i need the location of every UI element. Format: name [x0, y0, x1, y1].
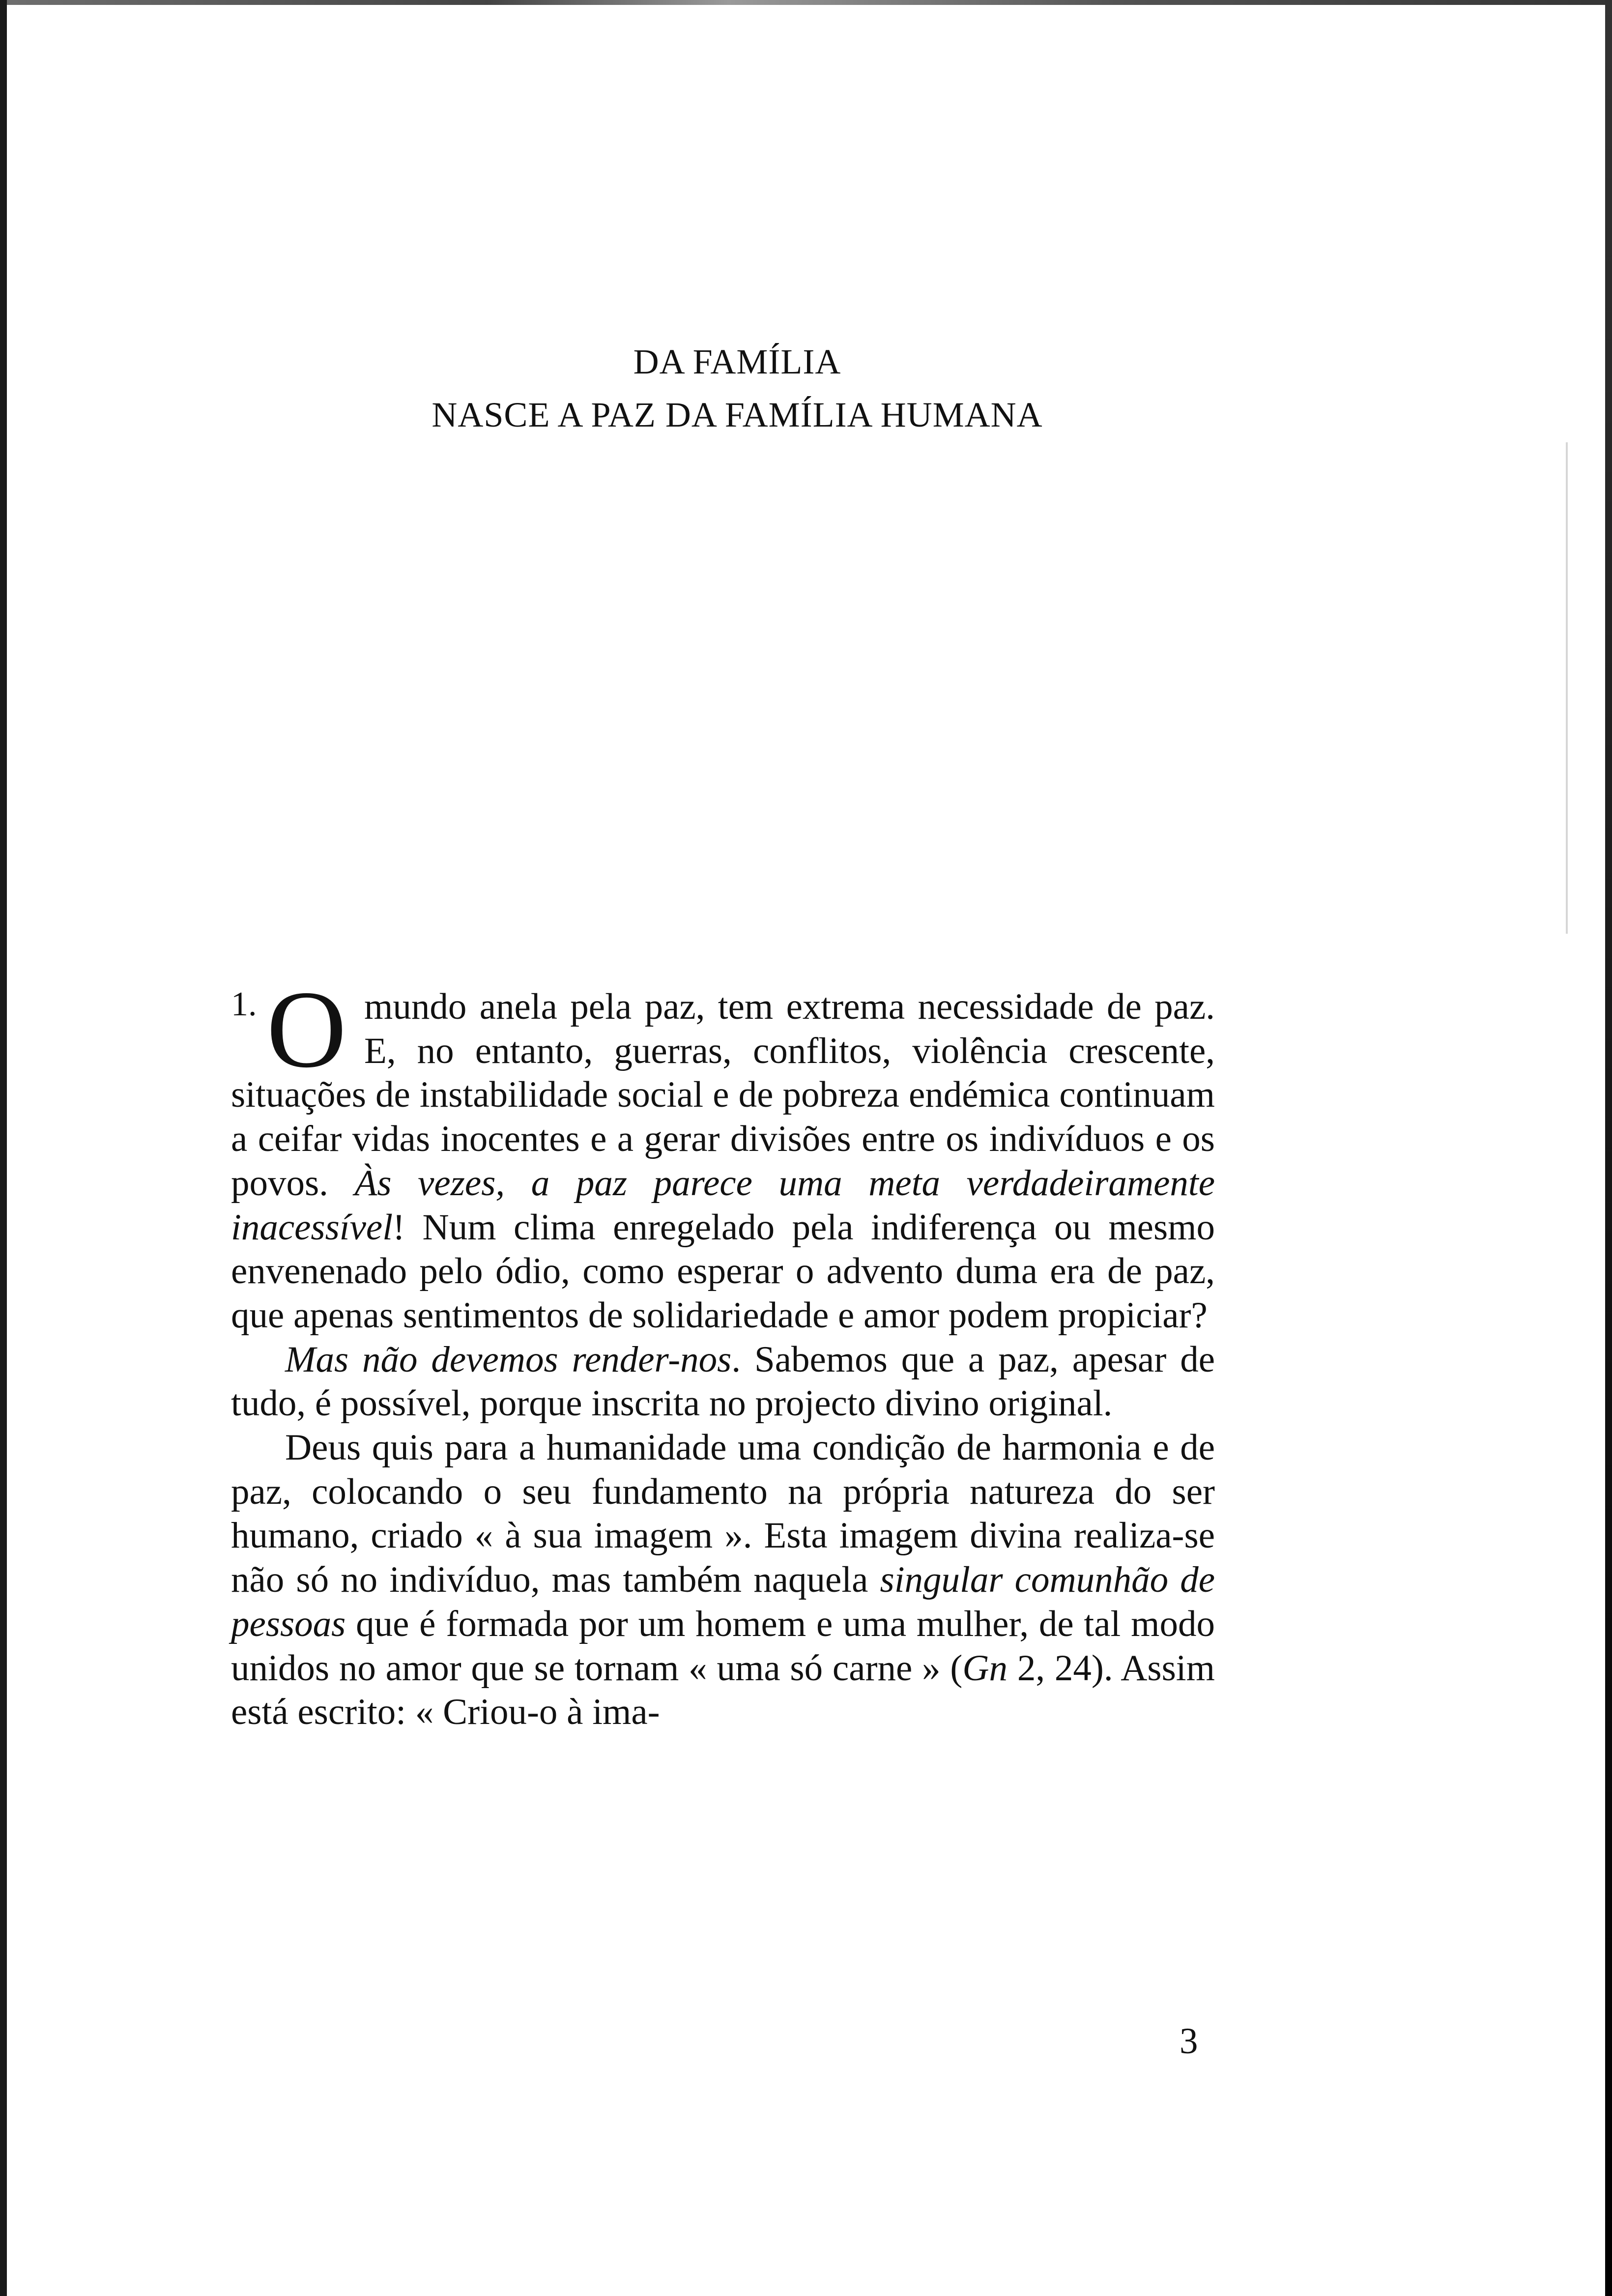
paragraph-1-text: mundo anela pela paz, tem extrema necessidade de paz. E, no entanto, guerras, conflitos, violência crescente, situações de instabilidade social e de pobreza endémica continuam a ceifar vidas inocentes e a gerar divisões entre os indivíduos e os povos. — [231, 986, 1215, 1204]
paragraph-3-part-1: Deus quis para a humanidade uma condição de harmonia e de paz, colocando o seu fundamento na própria natureza do ser humano, criado « à sua imagem ». Esta imagem divina realiza-se não só no indivíduo, mas também naquela — [231, 1427, 1215, 1601]
page-number: 3 — [1180, 2021, 1198, 2062]
paragraph-1-italic: Às vezes, a paz parece uma meta verdadeiramente inacessível — [231, 1162, 1215, 1248]
paragraph-3-italic-2: Gn — [962, 1647, 1008, 1689]
title-line-1: DA FAMÍLIA — [633, 342, 841, 381]
scan-edge-right — [1605, 0, 1612, 2296]
body-text — [231, 968, 1215, 1734]
paragraph-3-italic-1: singular comunhão de pessoas — [231, 1559, 1215, 1644]
paragraph-1-rest: ! Num clima enregelado pela indiferença ou mesmo envenenado pelo ódio, como esperar o advento duma era de paz, que apenas sentimentos de solidariedade e amor podem propiciar? — [231, 1206, 1215, 1336]
scan-edge-line — [1566, 442, 1568, 934]
paragraph-3 — [231, 1426, 1215, 1734]
paragraph-1 — [231, 968, 1215, 1338]
paragraph-2-italic: Mas não devemos render-nos — [285, 1339, 732, 1380]
paragraph-3-part-2: que é formada por um homem e uma mulher, de tal modo unidos no amor que se tornam « uma só carne » ( — [231, 1603, 1215, 1689]
paragraph-2-rest: . Sabemos que a paz, apesar de tudo, é possível, porque inscrita no projecto divino original. — [231, 1339, 1215, 1424]
paragraph-number: 1. — [231, 985, 257, 1023]
title-line-2: NASCE A PAZ DA FAMÍLIA HUMANA — [432, 395, 1043, 434]
paragraph-3-part-3: 2, 24). Assim está escrito: « Criou-o à ima- — [231, 1647, 1215, 1733]
scan-edge-top — [5, 0, 1612, 5]
drop-cap: O — [266, 968, 346, 1091]
paragraph-2 — [231, 1338, 1215, 1426]
